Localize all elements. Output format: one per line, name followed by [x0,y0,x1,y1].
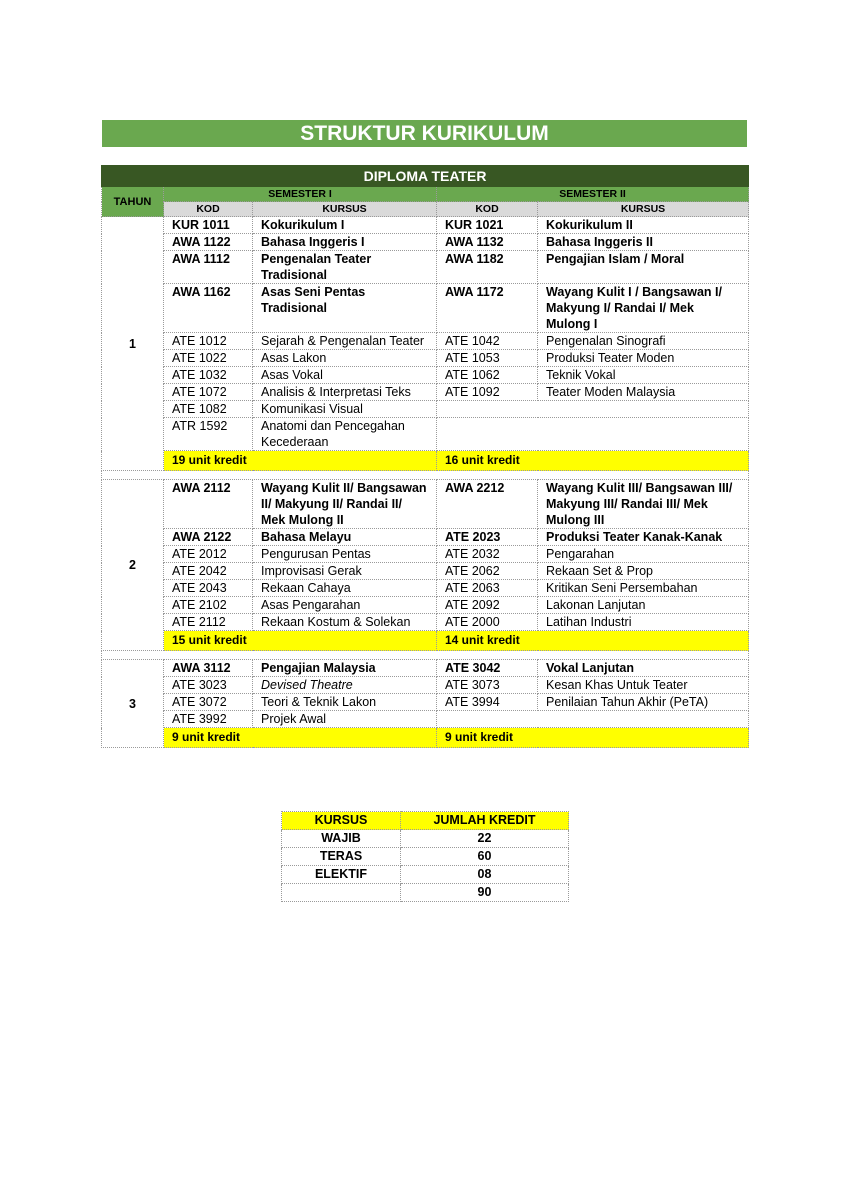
course-name-s2: Penilaian Tahun Akhir (PeTA) [538,694,749,711]
summary-kredit: 60 [401,848,569,866]
year-gap-row [102,471,749,480]
semester-1-header: SEMESTER I [164,187,437,202]
curriculum-body [102,166,749,748]
course-name-s1: Asas Seni Pentas Tradisional [253,284,437,333]
kursus-header-s2: KURSUS [538,202,749,217]
empty-cell [437,401,749,418]
course-row [102,367,749,384]
course-code-s2: ATE 2092 [437,597,538,614]
course-code-s1: ATE 2043 [164,580,253,597]
credit-total-s2: 9 unit kredit [437,728,749,748]
course-name-s1: Projek Awal [253,711,437,728]
course-code-s1: ATE 2042 [164,563,253,580]
course-code-s1: ATR 1592 [164,418,253,451]
course-row [102,660,749,677]
course-name-s1: Rekaan Cahaya [253,580,437,597]
course-name-s1: Pengenalan Teater Tradisional [253,251,437,284]
course-code-s2: ATE 2023 [437,529,538,546]
course-name-s1: Wayang Kulit II/ Bangsawan II/ Makyung II/ Randai II/ Mek Mulong II [253,480,437,529]
course-row [102,580,749,597]
summary-row [282,830,569,848]
course-row [102,350,749,367]
course-row [102,234,749,251]
course-row [102,480,749,529]
course-code-s1: ATE 2012 [164,546,253,563]
semester-2-header: SEMESTER II [437,187,749,202]
credit-total-s1: 19 unit kredit [164,451,437,471]
course-name-s2: Wayang Kulit III/ Bangsawan III/ Makyung III/ Randai III/ Mek Mulong III [538,480,749,529]
course-code-s2: ATE 3994 [437,694,538,711]
credit-total-s1: 9 unit kredit [164,728,437,748]
course-row [102,401,749,418]
tahun-header: TAHUN [102,187,164,217]
course-code-s2: ATE 2032 [437,546,538,563]
course-code-s1: AWA 2112 [164,480,253,529]
course-name-s2: Lakonan Lanjutan [538,597,749,614]
gap-cell [102,471,749,480]
course-name-s2: Vokal Lanjutan [538,660,749,677]
course-code-s1: AWA 3112 [164,660,253,677]
course-code-s2: KUR 1021 [437,217,538,234]
course-name-s2: Kokurikulum II [538,217,749,234]
summary-row [282,866,569,884]
summary-header-jumlah: JUMLAH KREDIT [401,812,569,830]
kod-header-s2: KOD [437,202,538,217]
kod-header-s1: KOD [164,202,253,217]
credit-summary-table [281,811,569,902]
course-name-s2: Produksi Teater Kanak-Kanak [538,529,749,546]
course-code-s2: AWA 2212 [437,480,538,529]
course-code-s2: ATE 2062 [437,563,538,580]
course-row [102,546,749,563]
course-row [102,384,749,401]
course-name-s1: Teori & Teknik Lakon [253,694,437,711]
credit-total-s1: 15 unit kredit [164,631,437,651]
course-name-s1: Asas Lakon [253,350,437,367]
summary-kursus: ELEKTIF [282,866,401,884]
course-name-s2: Kritikan Seni Persembahan [538,580,749,597]
course-name-s1: Kokurikulum I [253,217,437,234]
course-row [102,217,749,234]
course-name-s1: Asas Pengarahan [253,597,437,614]
credit-total-s2: 14 unit kredit [437,631,749,651]
credit-summary-body [282,812,569,902]
course-name-s1: Bahasa Melayu [253,529,437,546]
course-row [102,614,749,631]
course-name-s1: Improvisasi Gerak [253,563,437,580]
course-name-s1: Analisis & Interpretasi Teks [253,384,437,401]
course-code-s1: ATE 1072 [164,384,253,401]
program-title: DIPLOMA TEATER [102,166,749,187]
summary-kursus [282,884,401,902]
course-name-s2: Wayang Kulit I / Bangsawan I/ Makyung I/ Randai I/ Mek Mulong I [538,284,749,333]
summary-kredit: 90 [401,884,569,902]
summary-kredit: 22 [401,830,569,848]
empty-cell [437,711,749,728]
course-row [102,284,749,333]
course-code-s2: ATE 2063 [437,580,538,597]
course-code-s1: ATE 2102 [164,597,253,614]
course-row [102,418,749,451]
course-name-s1: Devised Theatre [253,677,437,694]
course-name-s1: Bahasa Inggeris I [253,234,437,251]
course-code-s1: AWA 1112 [164,251,253,284]
course-code-s1: ATE 3023 [164,677,253,694]
course-name-s1: Rekaan Kostum & Solekan [253,614,437,631]
summary-row [282,884,569,902]
course-code-s2: AWA 1172 [437,284,538,333]
year-gap-row [102,651,749,660]
course-code-s2: AWA 1182 [437,251,538,284]
summary-kredit: 08 [401,866,569,884]
page-title: STRUKTUR KURIKULUM [102,120,747,147]
year-label: 2 [102,480,164,651]
course-name-s2: Bahasa Inggeris II [538,234,749,251]
course-code-s1: ATE 1012 [164,333,253,350]
course-code-s2: ATE 1062 [437,367,538,384]
course-name-s2: Kesan Khas Untuk Teater [538,677,749,694]
course-row [102,597,749,614]
summary-kursus: TERAS [282,848,401,866]
course-code-s2: ATE 2000 [437,614,538,631]
course-row [102,333,749,350]
course-code-s2: ATE 1092 [437,384,538,401]
course-row [102,711,749,728]
course-name-s2: Pengarahan [538,546,749,563]
course-row [102,677,749,694]
course-code-s2: ATE 3042 [437,660,538,677]
course-name-s1: Asas Vokal [253,367,437,384]
empty-cell [437,418,749,451]
credit-total-s2: 16 unit kredit [437,451,749,471]
course-code-s2: ATE 1042 [437,333,538,350]
course-name-s1: Anatomi dan Pencegahan Kecederaan [253,418,437,451]
course-name-s2: Pengenalan Sinografi [538,333,749,350]
summary-row [282,848,569,866]
course-name-s1: Pengajian Malaysia [253,660,437,677]
gap-cell [102,651,749,660]
course-name-s1: Pengurusan Pentas [253,546,437,563]
course-name-s2: Pengajian Islam / Moral [538,251,749,284]
course-name-s2: Teknik Vokal [538,367,749,384]
course-row [102,529,749,546]
course-row [102,563,749,580]
year-label: 3 [102,660,164,748]
course-name-s2: Rekaan Set & Prop [538,563,749,580]
course-code-s1: AWA 1122 [164,234,253,251]
credit-row [102,631,749,651]
course-name-s1: Sejarah & Pengenalan Teater [253,333,437,350]
course-name-s1: Komunikasi Visual [253,401,437,418]
course-code-s2: AWA 1132 [437,234,538,251]
course-row [102,251,749,284]
course-code-s1: ATE 1022 [164,350,253,367]
course-code-s1: ATE 1032 [164,367,253,384]
course-name-s2: Latihan Industri [538,614,749,631]
course-name-s2: Produksi Teater Moden [538,350,749,367]
course-code-s1: KUR 1011 [164,217,253,234]
course-code-s1: ATE 3072 [164,694,253,711]
course-code-s1: ATE 3992 [164,711,253,728]
credit-row [102,451,749,471]
credit-row [102,728,749,748]
course-code-s2: ATE 3073 [437,677,538,694]
year-label: 1 [102,217,164,471]
kursus-header-s1: KURSUS [253,202,437,217]
course-code-s1: ATE 2112 [164,614,253,631]
course-row [102,694,749,711]
course-name-s2: Teater Moden Malaysia [538,384,749,401]
course-code-s2: ATE 1053 [437,350,538,367]
course-code-s1: AWA 1162 [164,284,253,333]
course-code-s1: AWA 2122 [164,529,253,546]
summary-kursus: WAJIB [282,830,401,848]
summary-header-kursus: KURSUS [282,812,401,830]
curriculum-table [101,165,749,748]
course-code-s1: ATE 1082 [164,401,253,418]
